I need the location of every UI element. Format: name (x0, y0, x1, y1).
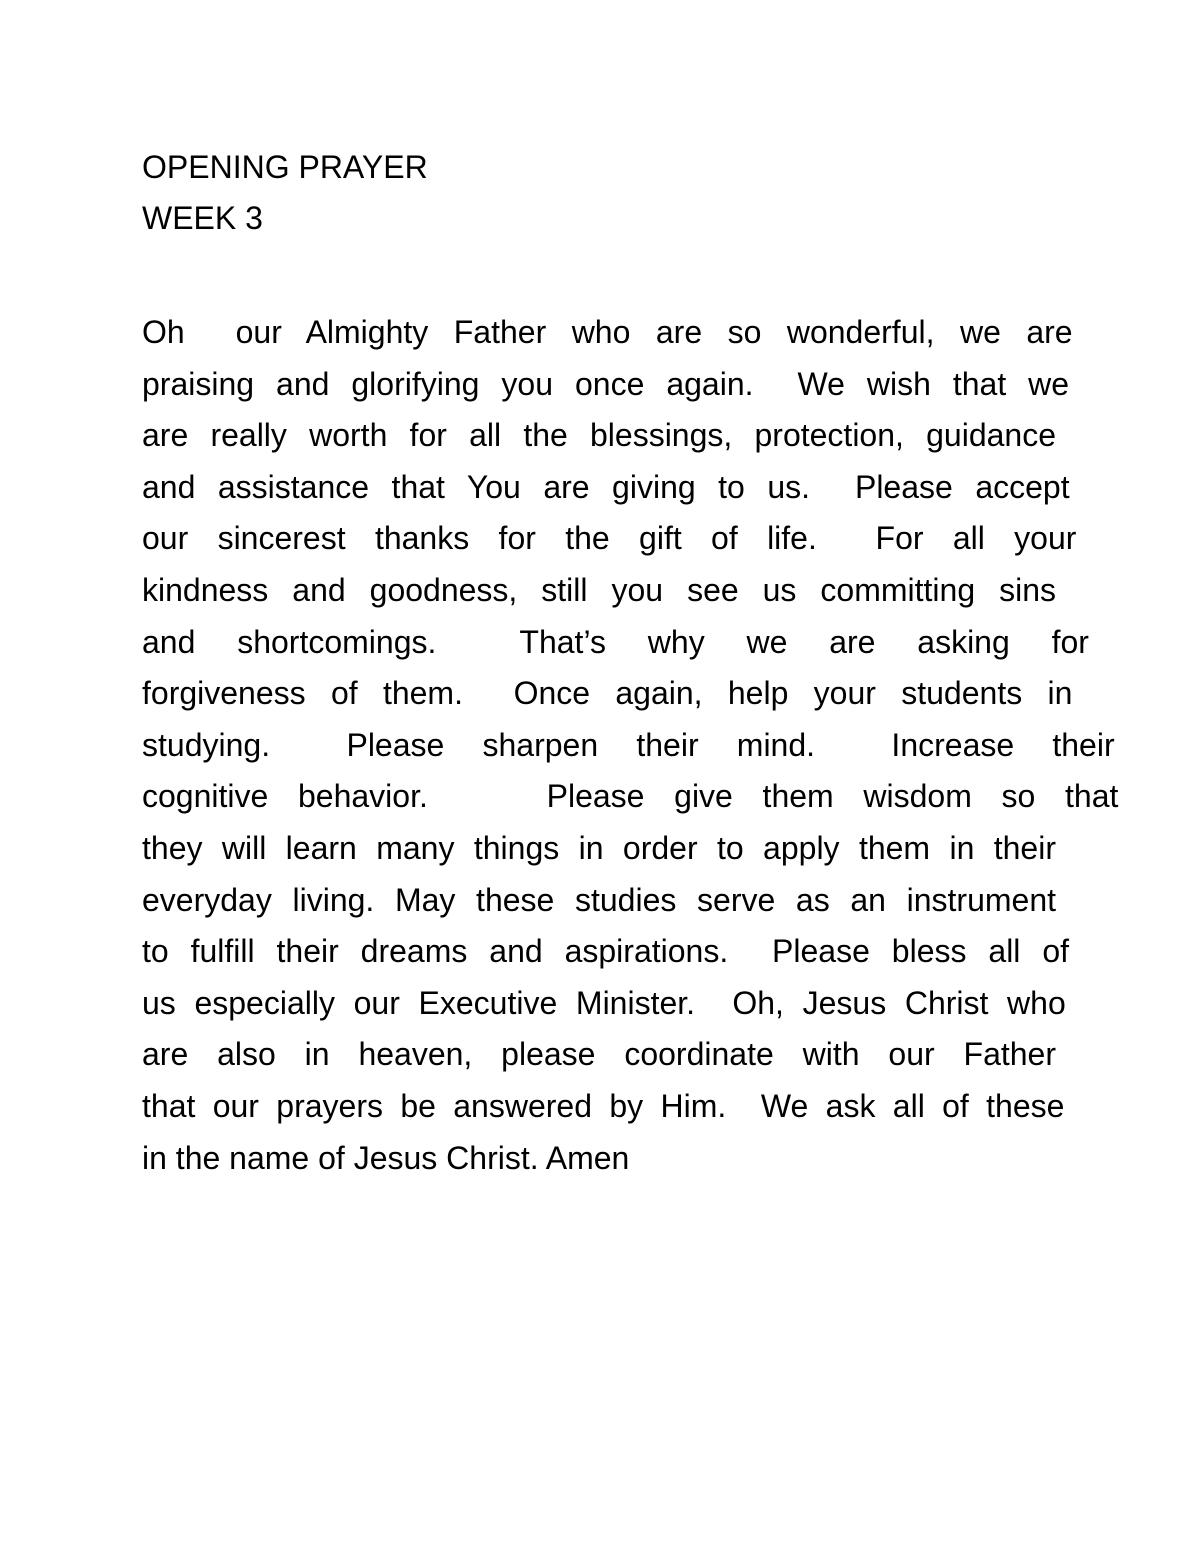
prayer-line: Oh our Almighty Father who are so wonderful, we are (142, 314, 1073, 350)
prayer-line: us especially our Executive Minister. Oh, Jesus Christ who (142, 984, 1066, 1021)
prayer-line: they will learn many things in order to apply them in their (142, 829, 1056, 866)
prayer-line: are really worth for all the blessings, protection, guidance (142, 417, 1056, 454)
prayer-body (142, 312, 1119, 1189)
document-subtitle: WEEK 3 (142, 200, 263, 236)
prayer-line: and shortcomings. That’s why we are asking for (142, 623, 1089, 660)
prayer-line: cognitive behavior. Please give them wisdom so that (142, 778, 1119, 815)
prayer-line: to fulfill their dreams and aspirations. Please bless all of (142, 933, 1070, 970)
prayer-line: praising and glorifying you once again. We wish that we (142, 365, 1070, 402)
prayer-line: everyday living. May these studies serve as an instrument (142, 881, 1056, 918)
prayer-line: and assistance that You are giving to us. Please accept (142, 468, 1070, 505)
prayer-line: forgiveness of them. Once again, help your students in (142, 675, 1073, 712)
prayer-line-last: in the name of Jesus Christ. Amen (142, 1139, 630, 1176)
prayer-line: studying. Please sharpen their mind. Increase their (142, 726, 1115, 763)
prayer-line: are also in heaven, please coordinate with our Father (142, 1036, 1056, 1073)
document-title: OPENING PRAYER (142, 149, 428, 185)
prayer-line: that our prayers be answered by Him. We ask all of these (142, 1087, 1065, 1124)
prayer-line: kindness and goodness, still you see us committing sins (142, 571, 1056, 608)
prayer-line: our sincerest thanks for the gift of life. For all your (142, 520, 1077, 557)
